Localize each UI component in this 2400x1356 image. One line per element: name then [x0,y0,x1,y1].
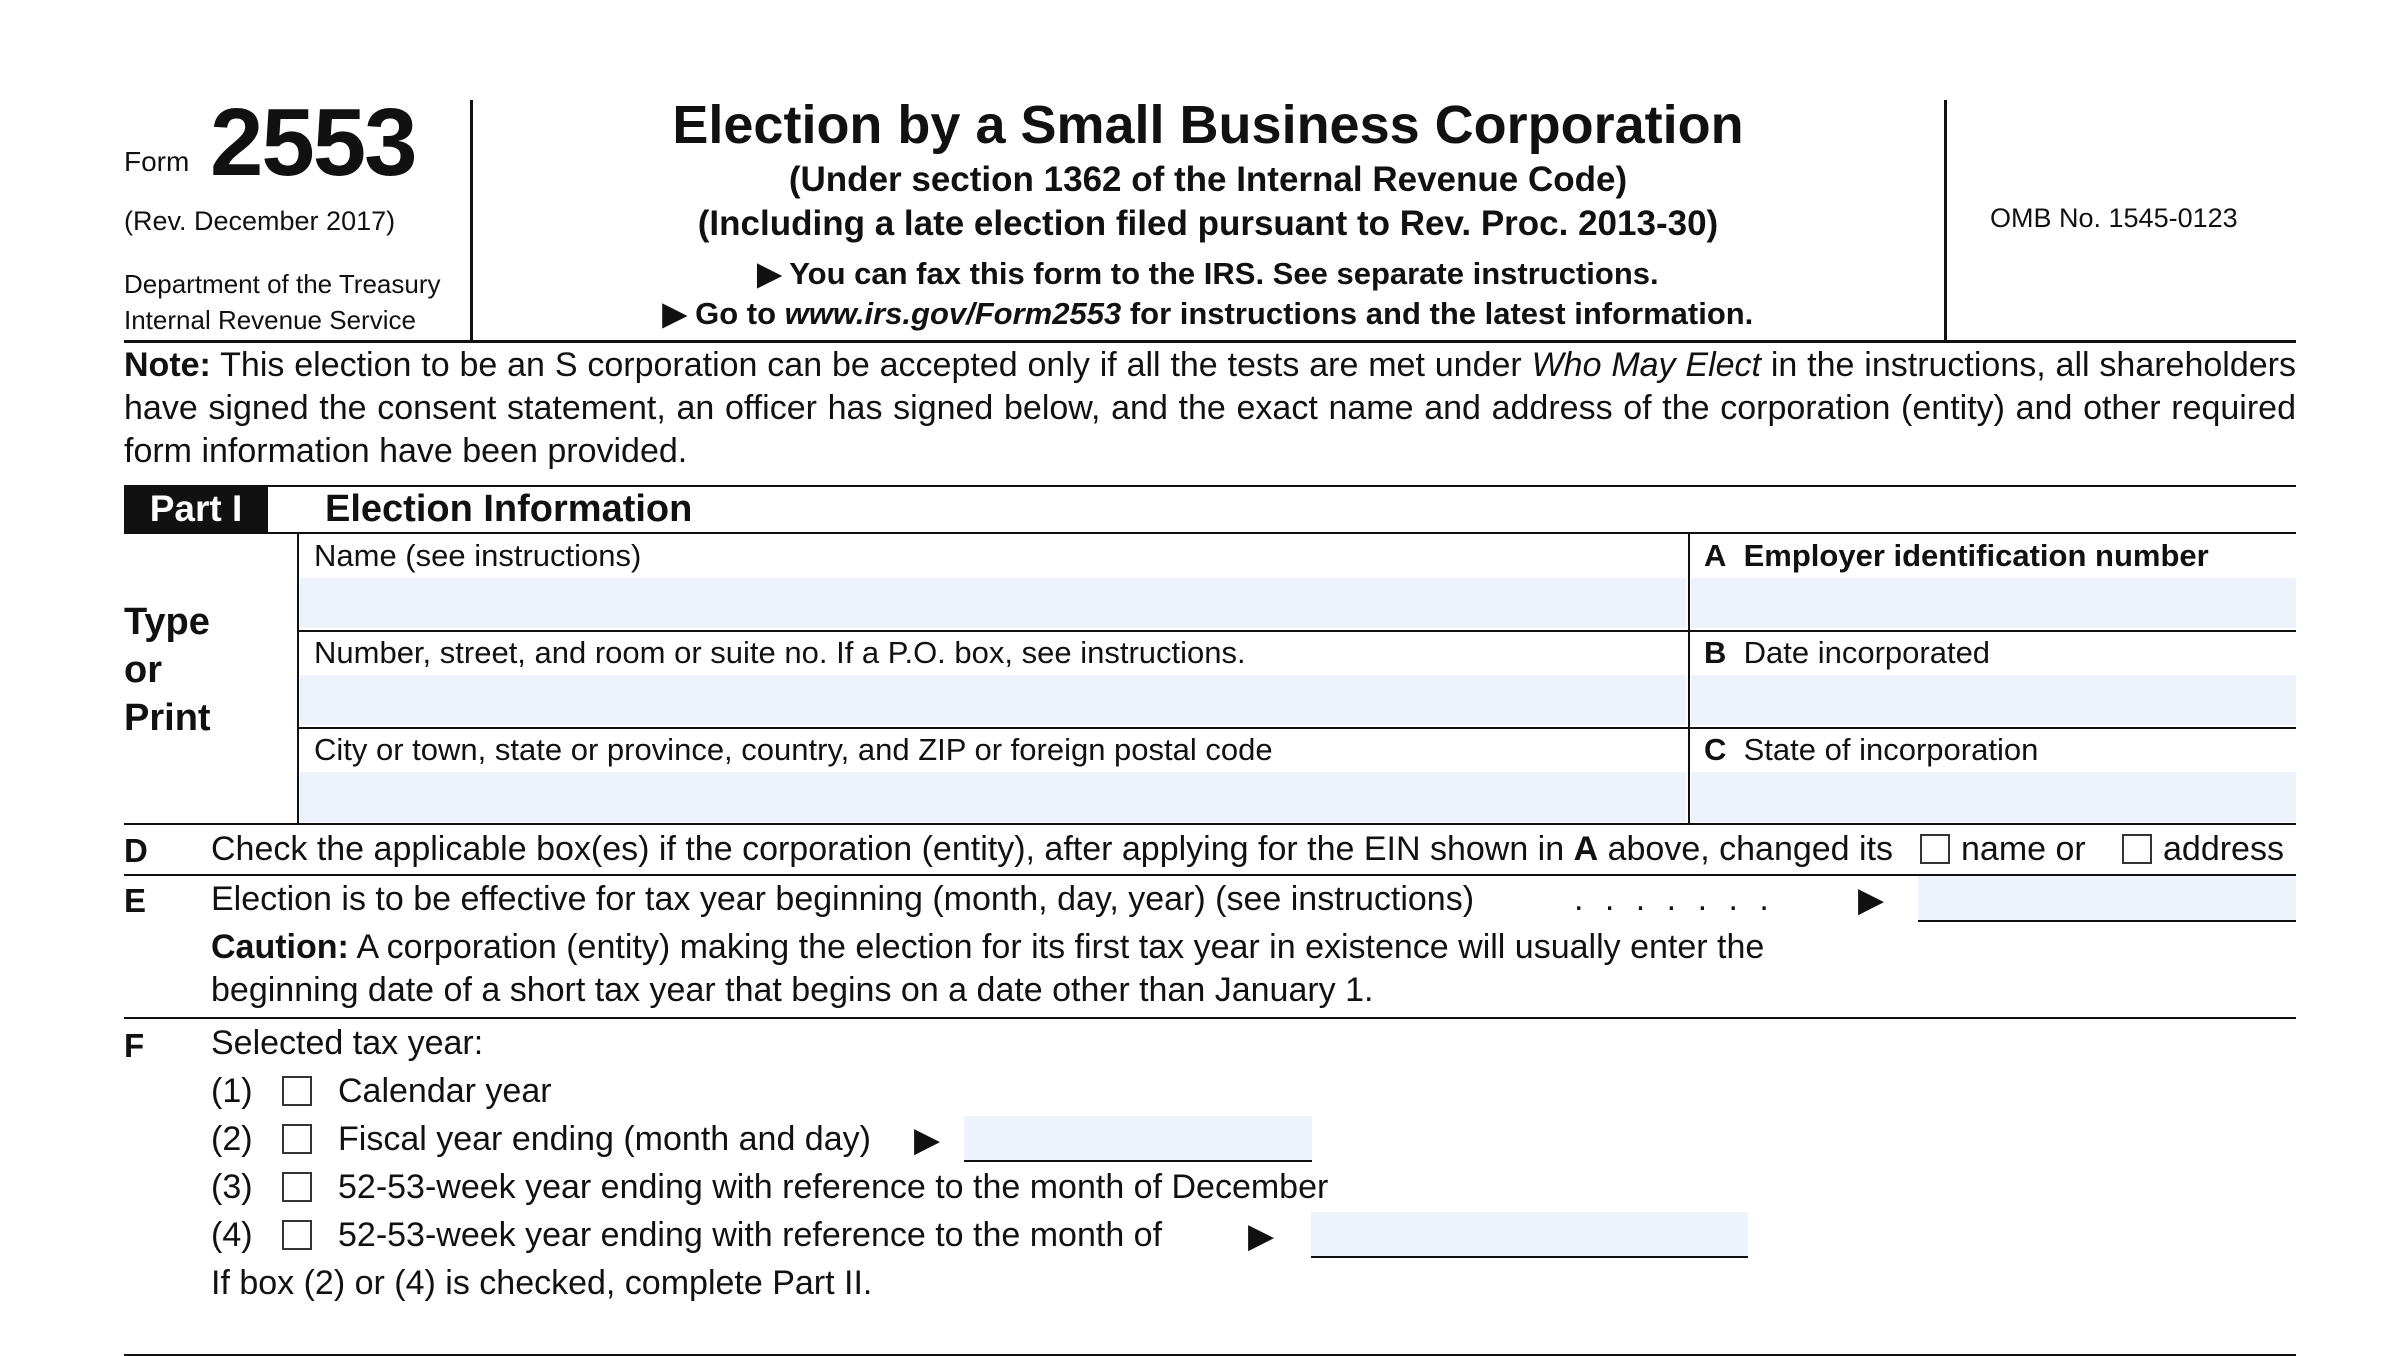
form-subtitle-2: (Including a late election filed pursuant to Rev. Proc. 2013-30) [697,204,1719,243]
irs-url-link[interactable]: www.irs.gov/Form2553 [784,296,1122,331]
line-e-leader-dots: . . . . . . . [1574,880,1775,918]
week-year-december-checkbox[interactable] [282,1172,312,1202]
form-subtitle-1: (Under section 1362 of the Internal Revenue Code) [788,160,1628,199]
name-input[interactable] [300,578,1686,628]
city-label: City or town, state or province, country, and ZIP or foreign postal code [314,732,1273,767]
header-bottom-rule [124,340,2296,343]
address-change-label: address [2163,830,2284,868]
grid-left-line [297,533,299,823]
date-incorporated-label: B Date incorporated [1704,635,1991,670]
row1-rule [298,630,2296,632]
line-f-footnote: If box (2) or (4) is checked, complete Part II. [211,1264,873,1302]
arrow-right-icon: ▶ [1248,1217,1275,1255]
line-d-letter: D [124,832,148,869]
name-change-checkbox[interactable] [1920,834,1950,864]
state-incorporation-input[interactable] [1691,772,2296,822]
part-title: Election Information [325,488,693,530]
fiscal-year-checkbox[interactable] [282,1124,312,1154]
option-1-number: (1) [211,1072,253,1110]
note-paragraph: Note: This election to be an S corporation can be accepted only if all the tests are met under Who May Elect in the instructions, all shareholders have signed the consent statement, an officer has signed below, and the exact name and address of the corporation (entity) and other required form information have been provided. [124,346,2296,470]
street-input[interactable] [300,675,1686,725]
arrow-right-icon: ▶ [757,256,790,291]
option-1-label: Calendar year [338,1072,552,1110]
header-divider-left [470,100,473,340]
date-incorporated-input[interactable] [1691,675,2296,725]
line-e-text: Election is to be effective for tax year beginning (month, day, year) (see instructions) [211,880,1475,918]
street-label: Number, street, and room or suite no. If a P.O. box, see instructions. [314,635,1246,670]
arrow-right-icon: ▶ [914,1121,941,1159]
line-f-text: Selected tax year: [211,1024,484,1062]
form-number: 2553 [210,89,416,196]
week-year-month-input[interactable] [1311,1212,1748,1258]
row2-rule [298,727,2296,729]
form-word: Form [124,146,190,177]
option-3-label: 52-53-week year ending with reference to the month of December [338,1168,1329,1206]
line-e-letter: E [124,882,147,919]
fax-instruction: ▶ You can fax this form to the IRS. See separate instructions. [757,256,1659,291]
omb-number: OMB No. 1545-0123 [1990,203,2238,233]
grid-middle-line [1688,533,1690,823]
type-or-print-label: Type or Print [124,601,211,739]
option-4-number: (4) [211,1216,253,1254]
department-line-2: Internal Revenue Service [124,305,416,335]
calendar-year-checkbox[interactable] [282,1076,312,1106]
ein-input[interactable] [1691,578,2296,628]
name-change-label: name or [1961,830,2086,868]
address-change-checkbox[interactable] [2122,834,2152,864]
website-instruction: ▶ Go to www.irs.gov/Form2553 for instructions and the latest information. [662,296,1754,331]
line-e-rule [124,1017,2296,1019]
option-4-label: 52-53-week year ending with reference to the month of [338,1216,1163,1254]
row3-rule [124,823,2296,825]
line-e-caution: Caution: A corporation (entity) making the election for its first tax year in existence will usually enter the beginning date of a short tax year that begins on a date other than January 1. [211,928,1765,1009]
form-title: Election by a Small Business Corporation [672,95,1744,155]
week-year-month-checkbox[interactable] [282,1220,312,1250]
department-line-1: Department of the Treasury [124,269,441,299]
option-2-number: (2) [211,1120,253,1158]
header-center [474,92,1942,334]
part-label: Part I [124,486,268,532]
line-d-text: Check the applicable box(es) if the corporation (entity), after applying for the EIN shown in A above, changed its [211,830,1894,868]
part1-header-rule [124,532,2296,534]
state-incorporation-label: C State of incorporation [1704,732,2039,767]
effective-date-input[interactable] [1918,876,2296,922]
option-2-label: Fiscal year ending (month and day) [338,1120,871,1158]
ein-label: A Employer identification number [1704,538,2209,573]
line-f-letter: F [124,1027,145,1064]
arrow-right-icon: ▶ [1858,881,1885,919]
option-3-number: (3) [211,1168,253,1206]
name-label: Name (see instructions) [314,538,642,573]
department [124,266,440,338]
fiscal-year-input[interactable] [964,1116,1312,1162]
city-input[interactable] [300,772,1686,822]
arrow-right-icon: ▶ [662,296,696,331]
header-divider-right [1944,100,1947,340]
revision-date: (Rev. December 2017) [124,206,396,236]
